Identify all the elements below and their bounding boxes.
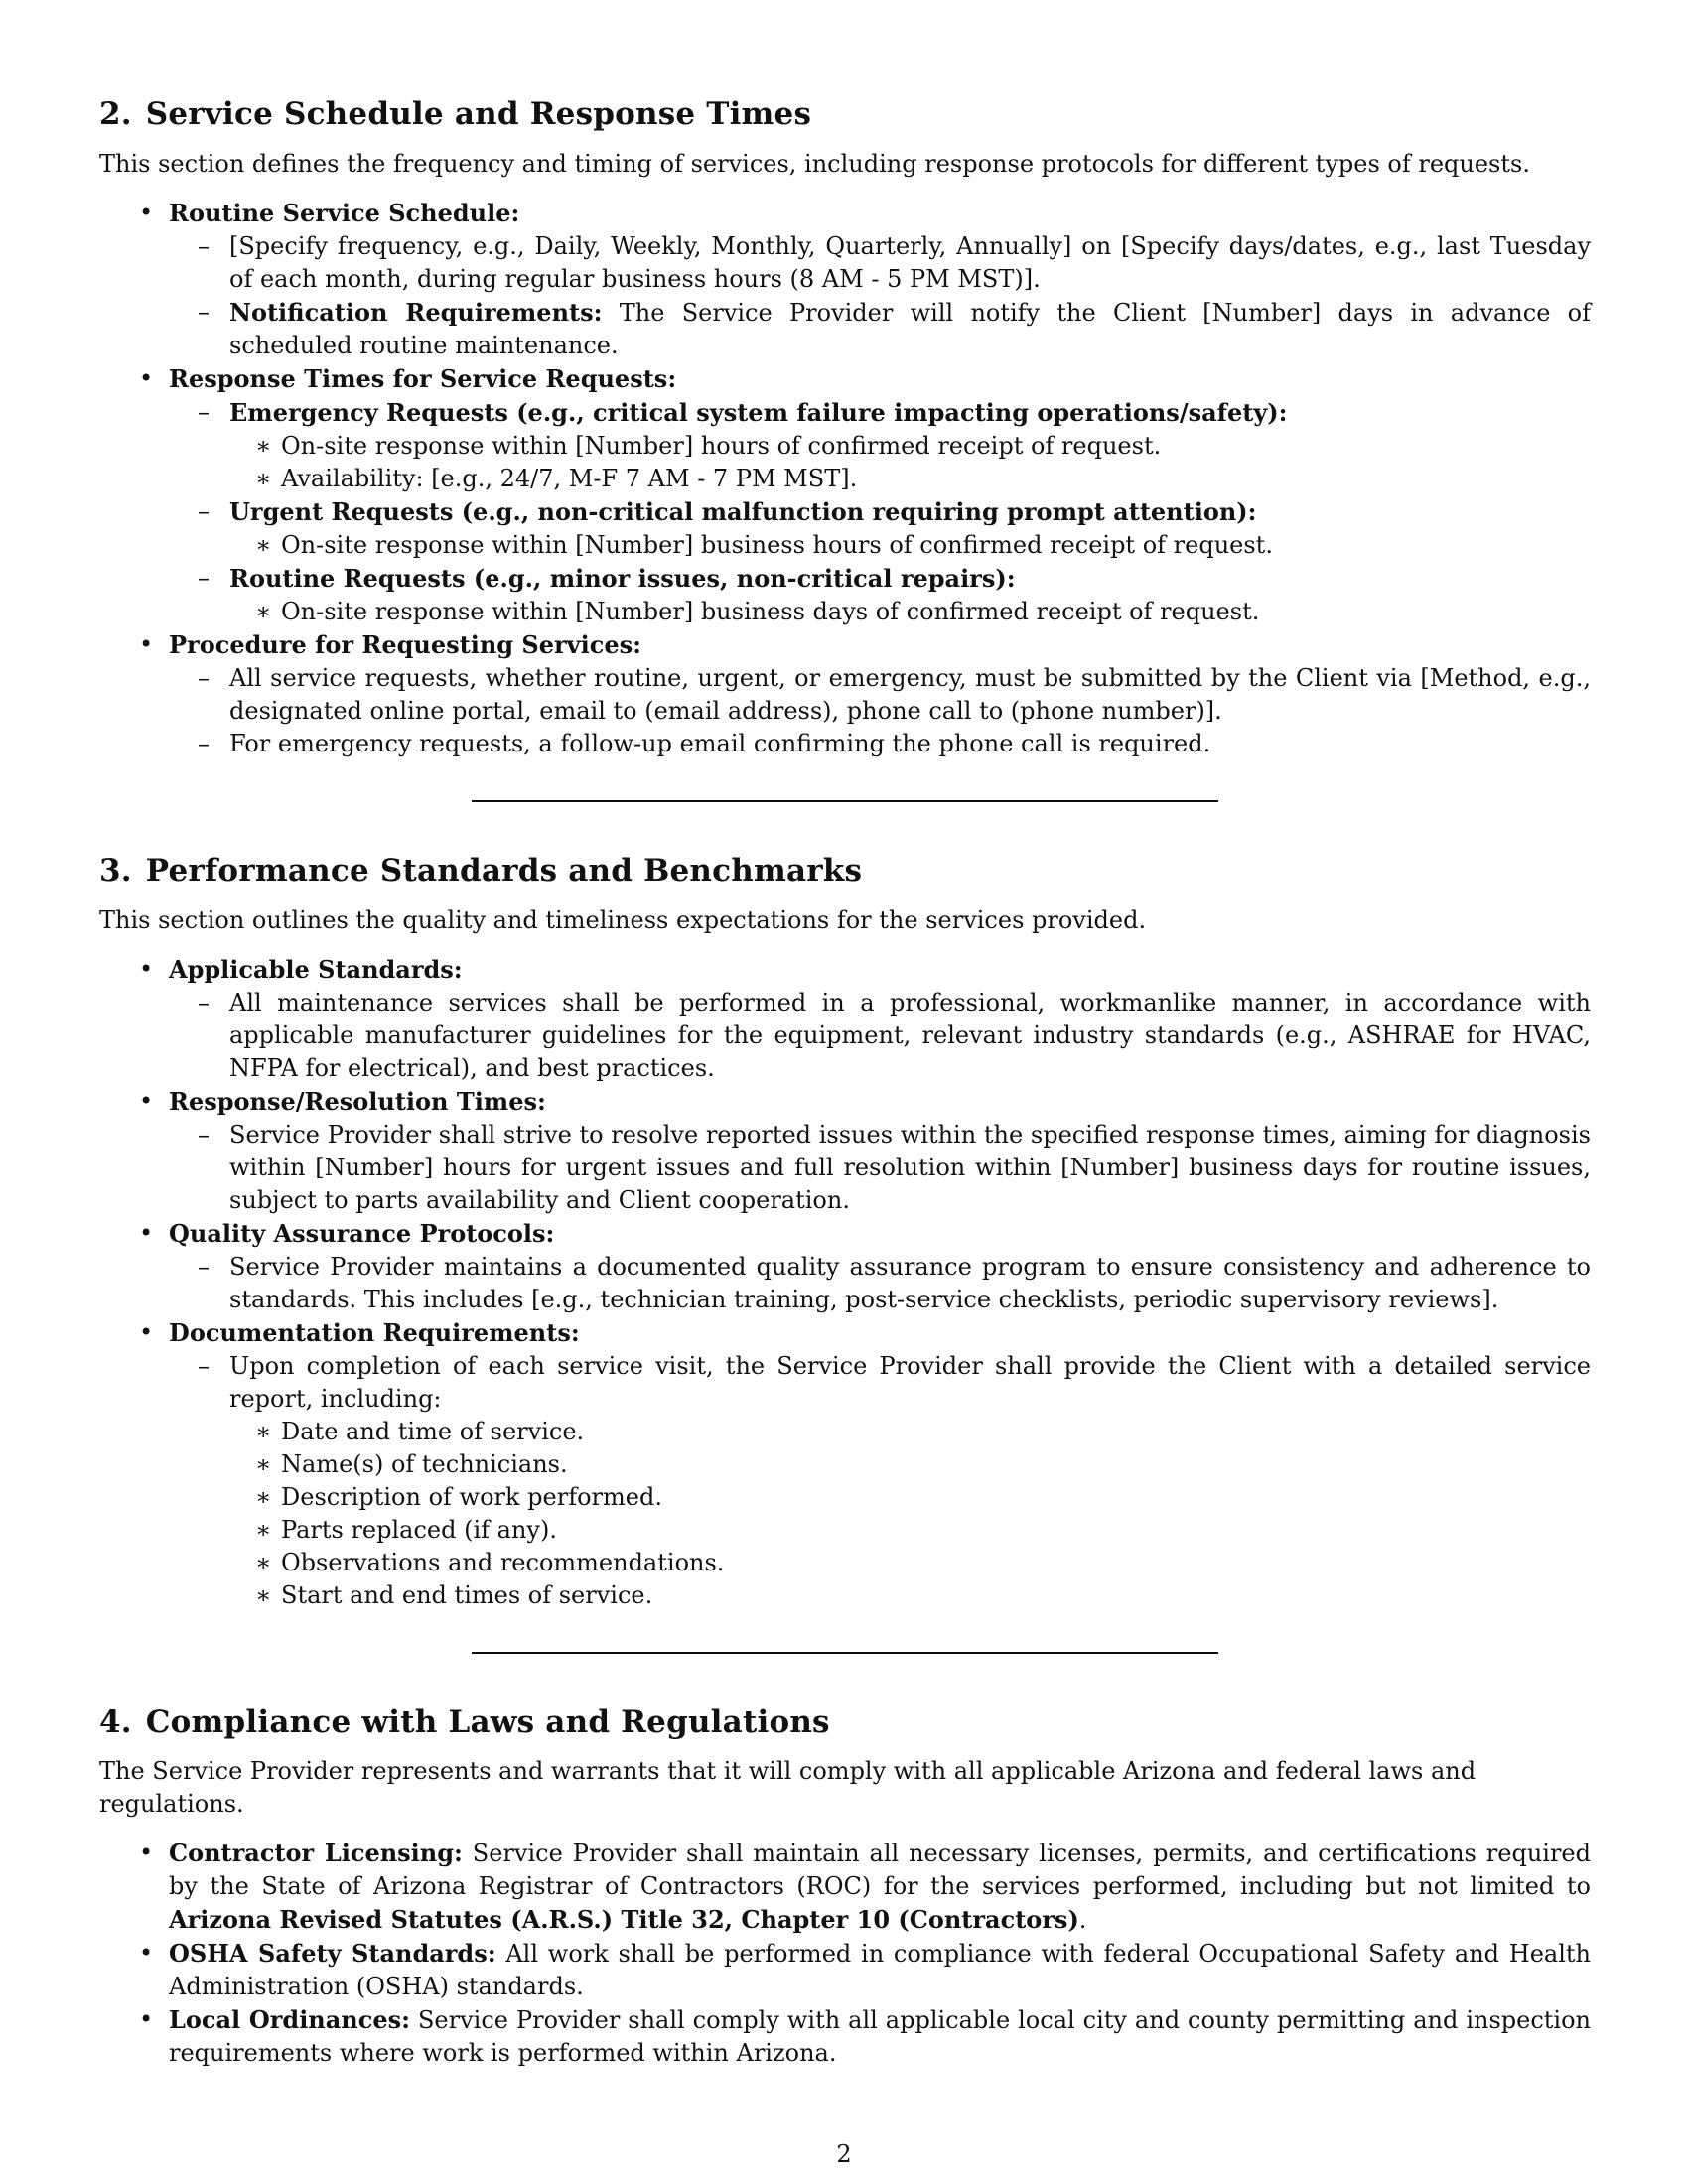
item-text: Parts replaced (if any). <box>281 1515 557 1544</box>
sub-list <box>99 987 1591 1085</box>
bullet-list <box>99 1837 1591 2070</box>
item-label: Routine Service Schedule: <box>169 198 520 227</box>
sub-sub-item <box>229 529 1591 562</box>
sub-sub-item <box>229 463 1591 495</box>
sub-list <box>99 1251 1591 1316</box>
item-text: On-site response within [Number] hours of confirmed receipt of request. <box>281 431 1162 460</box>
sub-list <box>99 396 1591 628</box>
item-label: Documentation Requirements: <box>169 1317 580 1347</box>
asterisk-icon: ∗ <box>255 1515 272 1544</box>
item-text: Service Provider shall maintain all necessary licenses, permits, and certifications required by the State of Arizona Registrar of Contractors (ROC) for the services performed, including but not limited to <box>169 1840 1591 1901</box>
item-text: . <box>1078 1906 1087 1935</box>
statute-reference: Arizona Revised Statutes (A.R.S.) Title 32, Chapter 10 (Contractors) <box>169 1905 1079 1935</box>
item-label: Contractor Licensing: <box>169 1839 463 1868</box>
dash-icon: – <box>198 729 210 757</box>
item-label: Quality Assurance Protocols: <box>169 1218 555 1248</box>
asterisk-icon: ∗ <box>255 1449 272 1478</box>
item-label: Urgent Requests (e.g., non-critical malfunction requiring prompt attention): <box>229 496 1257 526</box>
sub-sub-item <box>229 1416 1591 1448</box>
list-item <box>99 953 1591 1085</box>
item-text: On-site response within [Number] business days of confirmed receipt of request. <box>281 597 1260 625</box>
bullet-icon: • <box>139 1839 154 1867</box>
item-text: All work shall be performed in compliance with federal Occupational Safety and Health Administration (OSHA) standards. <box>169 1940 1591 2001</box>
list-item <box>99 1316 1591 1612</box>
bullet-icon: • <box>139 1317 154 1346</box>
item-text: All maintenance services shall be performed in a professional, workmanlike manner, in accordance with applicable manufacturer guidelines for the equipment, relevant industry standards (e.g., ASHRAE for HVAC, NFPA for electrical), and best practices. <box>229 988 1591 1082</box>
asterisk-icon: ∗ <box>255 1580 272 1609</box>
item-text: Observations and recommendations. <box>281 1548 725 1576</box>
bullet-icon: • <box>139 954 154 983</box>
list-item <box>99 2003 1591 2070</box>
section-service-schedule <box>99 95 1591 760</box>
sub-item <box>169 296 1591 362</box>
list-item <box>99 1217 1591 1316</box>
dash-icon: – <box>198 297 210 326</box>
dash-icon: – <box>198 231 210 260</box>
sub-item <box>169 987 1591 1085</box>
list-item <box>99 1085 1591 1217</box>
list-item <box>99 197 1591 362</box>
sub-sub-list <box>169 430 1591 495</box>
bullet-icon: • <box>139 1086 154 1115</box>
section-intro: This section defines the frequency and timing of services, including response protocols for different types of requests. <box>99 149 1530 178</box>
asterisk-icon: ∗ <box>255 597 272 625</box>
sub-sub-item <box>229 596 1591 628</box>
bullet-icon: • <box>139 363 154 392</box>
list-item <box>99 1837 1591 1937</box>
section-intro: This section outlines the quality and timeliness expectations for the services provided. <box>99 905 1147 934</box>
section-number: 2. <box>99 96 132 132</box>
sub-list <box>99 1350 1591 1612</box>
section-number: 3. <box>99 852 132 888</box>
item-label: Routine Requests (e.g., minor issues, non-critical repairs): <box>229 563 1016 593</box>
section-number: 4. <box>99 1704 132 1740</box>
sub-item <box>169 1350 1591 1612</box>
item-text: Name(s) of technicians. <box>281 1449 568 1478</box>
sub-item <box>169 396 1591 495</box>
section-intro: The Service Provider represents and warrants that it will comply with all applicable Arizona and federal laws and regulations. <box>99 1757 1477 1819</box>
dash-icon: – <box>198 988 210 1017</box>
sub-list <box>99 1119 1591 1217</box>
item-text: The Service Provider will notify the Client [Number] days in advance of scheduled routine maintenance. <box>229 298 1592 359</box>
item-text: All service requests, whether routine, urgent, or emergency, must be submitted by the Client via [Method, e.g., designated online portal, email to (email address), phone call to (phone number)]. <box>229 663 1591 725</box>
sub-sub-item <box>229 1547 1591 1579</box>
item-text: Service Provider maintains a documented quality assurance program to ensure consistency and adherence to standards. This includes [e.g., technician training, post-service checklists, periodic supervisory reviews]. <box>229 1252 1591 1313</box>
bullet-list <box>99 197 1591 760</box>
item-text: Upon completion of each service visit, the Service Provider shall provide the Client with a detailed service report, including: <box>229 1351 1591 1413</box>
sub-sub-item <box>229 1481 1591 1514</box>
item-label: Notification Requirements: <box>229 297 603 327</box>
sub-item <box>169 662 1591 728</box>
bullet-icon: • <box>139 198 154 226</box>
item-text: Service Provider shall comply with all applicable local city and county permitting and inspection requirements where work is performed within Arizona. <box>169 2006 1592 2068</box>
asterisk-icon: ∗ <box>255 1417 272 1445</box>
item-label: Local Ordinances: <box>169 2005 411 2035</box>
sub-item <box>169 728 1591 760</box>
item-label: Procedure for Requesting Services: <box>169 629 641 659</box>
bullet-icon: • <box>139 1218 154 1247</box>
asterisk-icon: ∗ <box>255 431 272 460</box>
item-text: Service Provider shall strive to resolve reported issues within the specified response times, aiming for diagnosis within [Number] hours for urgent issues and full resolution within [Number] business days for routine issues, subject to parts availability and Client cooperation. <box>229 1120 1591 1214</box>
item-text: [Specify frequency, e.g., Daily, Weekly, Monthly, Quarterly, Annually] on [Specify days/dates, e.g., last Tuesday of each month, during regular business hours (8 AM - 5 PM MST)]. <box>229 231 1591 293</box>
section-compliance <box>99 1704 1591 2071</box>
document-page <box>99 95 1591 2070</box>
item-label: Emergency Requests (e.g., critical system failure impacting operations/safety): <box>229 397 1288 427</box>
sub-sub-item <box>229 1514 1591 1547</box>
section-heading <box>99 1704 1591 1742</box>
dash-icon: – <box>198 663 210 692</box>
bullet-icon: • <box>139 2005 154 2034</box>
section-heading <box>99 95 1591 134</box>
sub-sub-item <box>229 1579 1591 1612</box>
sub-item <box>169 562 1591 628</box>
section-title: Compliance with Laws and Regulations <box>145 1704 830 1740</box>
dash-icon: – <box>198 496 210 525</box>
item-label: Response Times for Service Requests: <box>169 363 677 393</box>
item-label: Response/Resolution Times: <box>169 1086 546 1116</box>
page-number: 2 <box>836 2140 852 2168</box>
asterisk-icon: ∗ <box>255 1482 272 1511</box>
item-text: Date and time of service. <box>281 1417 585 1445</box>
list-item <box>99 362 1591 628</box>
list-item <box>99 628 1591 760</box>
dash-icon: – <box>198 1120 210 1149</box>
item-text: For emergency requests, a follow-up email confirming the phone call is required. <box>229 729 1211 757</box>
sub-list <box>99 662 1591 760</box>
item-text: On-site response within [Number] business hours of confirmed receipt of request. <box>281 530 1273 559</box>
sub-sub-list <box>169 596 1591 628</box>
dash-icon: – <box>198 1252 210 1281</box>
item-label: Applicable Standards: <box>169 954 463 984</box>
asterisk-icon: ∗ <box>255 1548 272 1576</box>
bullet-list <box>99 953 1591 1612</box>
sub-sub-list <box>169 529 1591 562</box>
section-divider <box>472 800 1218 802</box>
sub-item <box>169 230 1591 296</box>
section-title: Service Schedule and Response Times <box>145 96 812 132</box>
sub-list <box>99 230 1591 362</box>
bullet-icon: • <box>139 1939 154 1968</box>
sub-item <box>169 1119 1591 1217</box>
item-text: Description of work performed. <box>281 1482 662 1511</box>
sub-sub-list <box>169 1416 1591 1612</box>
bullet-icon: • <box>139 629 154 658</box>
asterisk-icon: ∗ <box>255 464 272 492</box>
item-text: Start and end times of service. <box>281 1580 653 1609</box>
dash-icon: – <box>198 397 210 426</box>
section-performance-standards <box>99 852 1591 1612</box>
dash-icon: – <box>198 563 210 592</box>
sub-item <box>169 1251 1591 1316</box>
asterisk-icon: ∗ <box>255 530 272 559</box>
item-text: Availability: [e.g., 24/7, M-F 7 AM - 7 PM MST]. <box>281 464 858 492</box>
dash-icon: – <box>198 1351 210 1380</box>
list-item <box>99 1937 1591 2003</box>
sub-sub-item <box>229 430 1591 463</box>
section-heading <box>99 852 1591 890</box>
sub-item <box>169 495 1591 562</box>
section-title: Performance Standards and Benchmarks <box>145 852 863 888</box>
item-label: OSHA Safety Standards: <box>169 1939 496 1969</box>
section-divider <box>472 1652 1218 1654</box>
sub-sub-item <box>229 1448 1591 1481</box>
